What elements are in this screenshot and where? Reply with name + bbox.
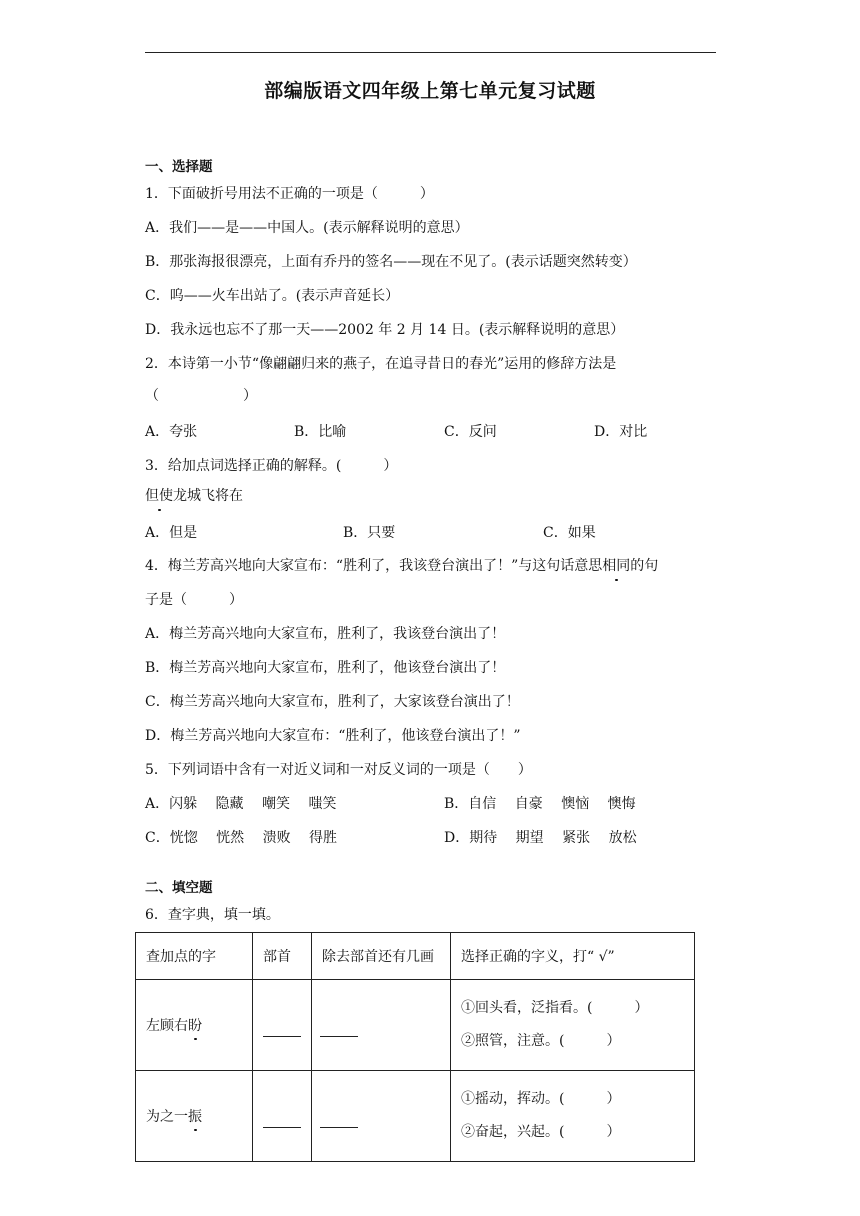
blank-line[interactable]: [263, 1022, 301, 1037]
q3-poem-line: [145, 486, 243, 506]
q1-option-a: A．我们——是——中国人。(表示解释说明的意思）: [145, 220, 469, 236]
row1-word: [136, 980, 253, 1071]
q4-option-d: D．梅兰芳高兴地向大家宣布：“胜利了，他该登台演出了！”: [145, 728, 521, 744]
row2-meaning-1: ①摇动，挥动。( ）: [461, 1091, 621, 1107]
q4-option-b: B．梅兰芳高兴地向大家宣布，胜利了，他该登台演出了！: [145, 660, 506, 676]
page-title: 部编版语文四年级上第七单元复习试题: [264, 80, 596, 102]
row2-meaning-2: ②奋起，兴起。( ）: [461, 1124, 621, 1140]
header-radical: 部首: [253, 933, 312, 980]
row1-meanings: [451, 980, 695, 1071]
q2-option-d: D．对比: [594, 424, 648, 440]
q5-option-a: A．闪躲 隐藏 嘲笑 嗤笑: [145, 796, 337, 812]
header-meaning: 选择正确的字义，打“ √”: [451, 933, 695, 980]
q5-option-b: B．自信 自豪 懊恼 懊悔: [444, 796, 636, 812]
q1-stem: 1．下面破折号用法不正确的一项是（ ）: [145, 186, 434, 202]
dictionary-table: [135, 932, 695, 1162]
row1-meaning-1: ①回头看，泛指看。( ）: [461, 1000, 649, 1016]
table-header-row: [136, 933, 695, 980]
q2-option-a: A．夸张: [145, 424, 198, 440]
blank-line[interactable]: [320, 1113, 358, 1128]
q4-option-a: A．梅兰芳高兴地向大家宣布，胜利了，我该登台演出了！: [145, 626, 506, 642]
row1-meaning-2: ②照管，注意。( ）: [461, 1033, 621, 1049]
row2-word: [136, 1071, 253, 1162]
row1-word-pre: 左顾右: [146, 1018, 188, 1034]
q5-option-c: C．恍惚 恍然 溃败 得胜: [145, 830, 338, 846]
q1-option-c: C．呜——火车出站了。(表示声音延长）: [145, 288, 400, 304]
q2-option-c: C．反问: [444, 424, 497, 440]
row2-word-pre: 为之一: [146, 1109, 188, 1125]
q4-stem-post: 的句: [630, 558, 659, 574]
q2-stem: 2．本诗第一小节“像翩翩归来的燕子，在追寻昔日的春光”运用的修辞方法是: [145, 356, 617, 372]
q3-option-b: B．只要: [343, 525, 396, 541]
q5-option-d: D．期待 期望 紧张 放松: [444, 830, 637, 846]
table-row: [136, 980, 695, 1071]
row2-meanings: [451, 1071, 695, 1162]
q3-option-a: A．但是: [145, 525, 198, 541]
row1-strokes-blank[interactable]: [312, 980, 451, 1071]
q4-stem: [145, 556, 658, 576]
q4-stem-pre: 4．梅兰芳高兴地向大家宣布：“胜利了，我该登台演出了！”与这句话意思: [145, 558, 603, 574]
section-heading-fill: 二、填空题: [145, 880, 213, 896]
header-strokes: 除去部首还有几画: [312, 933, 451, 980]
row2-dotted-char: 振: [188, 1106, 202, 1126]
blank-line[interactable]: [263, 1113, 301, 1128]
row1-dotted-char: 盼: [188, 1015, 202, 1035]
q3-stem: 3．给加点词选择正确的解释。( ）: [145, 458, 398, 474]
q5-stem: 5．下列词语中含有一对近义词和一对反义词的一项是（ ）: [145, 762, 532, 778]
row1-radical-blank[interactable]: [253, 980, 312, 1071]
row2-radical-blank[interactable]: [253, 1071, 312, 1162]
q3-dotted-word: 但使: [145, 488, 173, 504]
q2-answer-paren: （ ）: [145, 388, 257, 404]
table-row: [136, 1071, 695, 1162]
q4-dotted-word: 相同: [602, 558, 631, 574]
q3-poem-rest: 龙城飞将在: [173, 488, 243, 504]
q4-stem-cont: 子是（ ）: [145, 592, 243, 608]
row2-strokes-blank[interactable]: [312, 1071, 451, 1162]
q1-option-b: B．那张海报很漂亮，上面有乔丹的签名——现在不见了。(表示话题突然转变）: [145, 254, 637, 270]
q6-stem: 6．查字典，填一填。: [145, 907, 280, 923]
section-heading-choice: 一、选择题: [145, 159, 213, 175]
blank-line[interactable]: [320, 1022, 358, 1037]
q1-option-d: D．我永远也忘不了那一天——2002 年 2 月 14 日。(表示解释说明的意思）: [145, 322, 625, 338]
q4-option-c: C．梅兰芳高兴地向大家宣布，胜利了，大家该登台演出了！: [145, 694, 520, 710]
header-rule: [145, 52, 716, 53]
q2-option-b: B．比喻: [294, 424, 347, 440]
header-char: 查加点的字: [136, 933, 253, 980]
q3-option-c: C．如果: [543, 525, 596, 541]
